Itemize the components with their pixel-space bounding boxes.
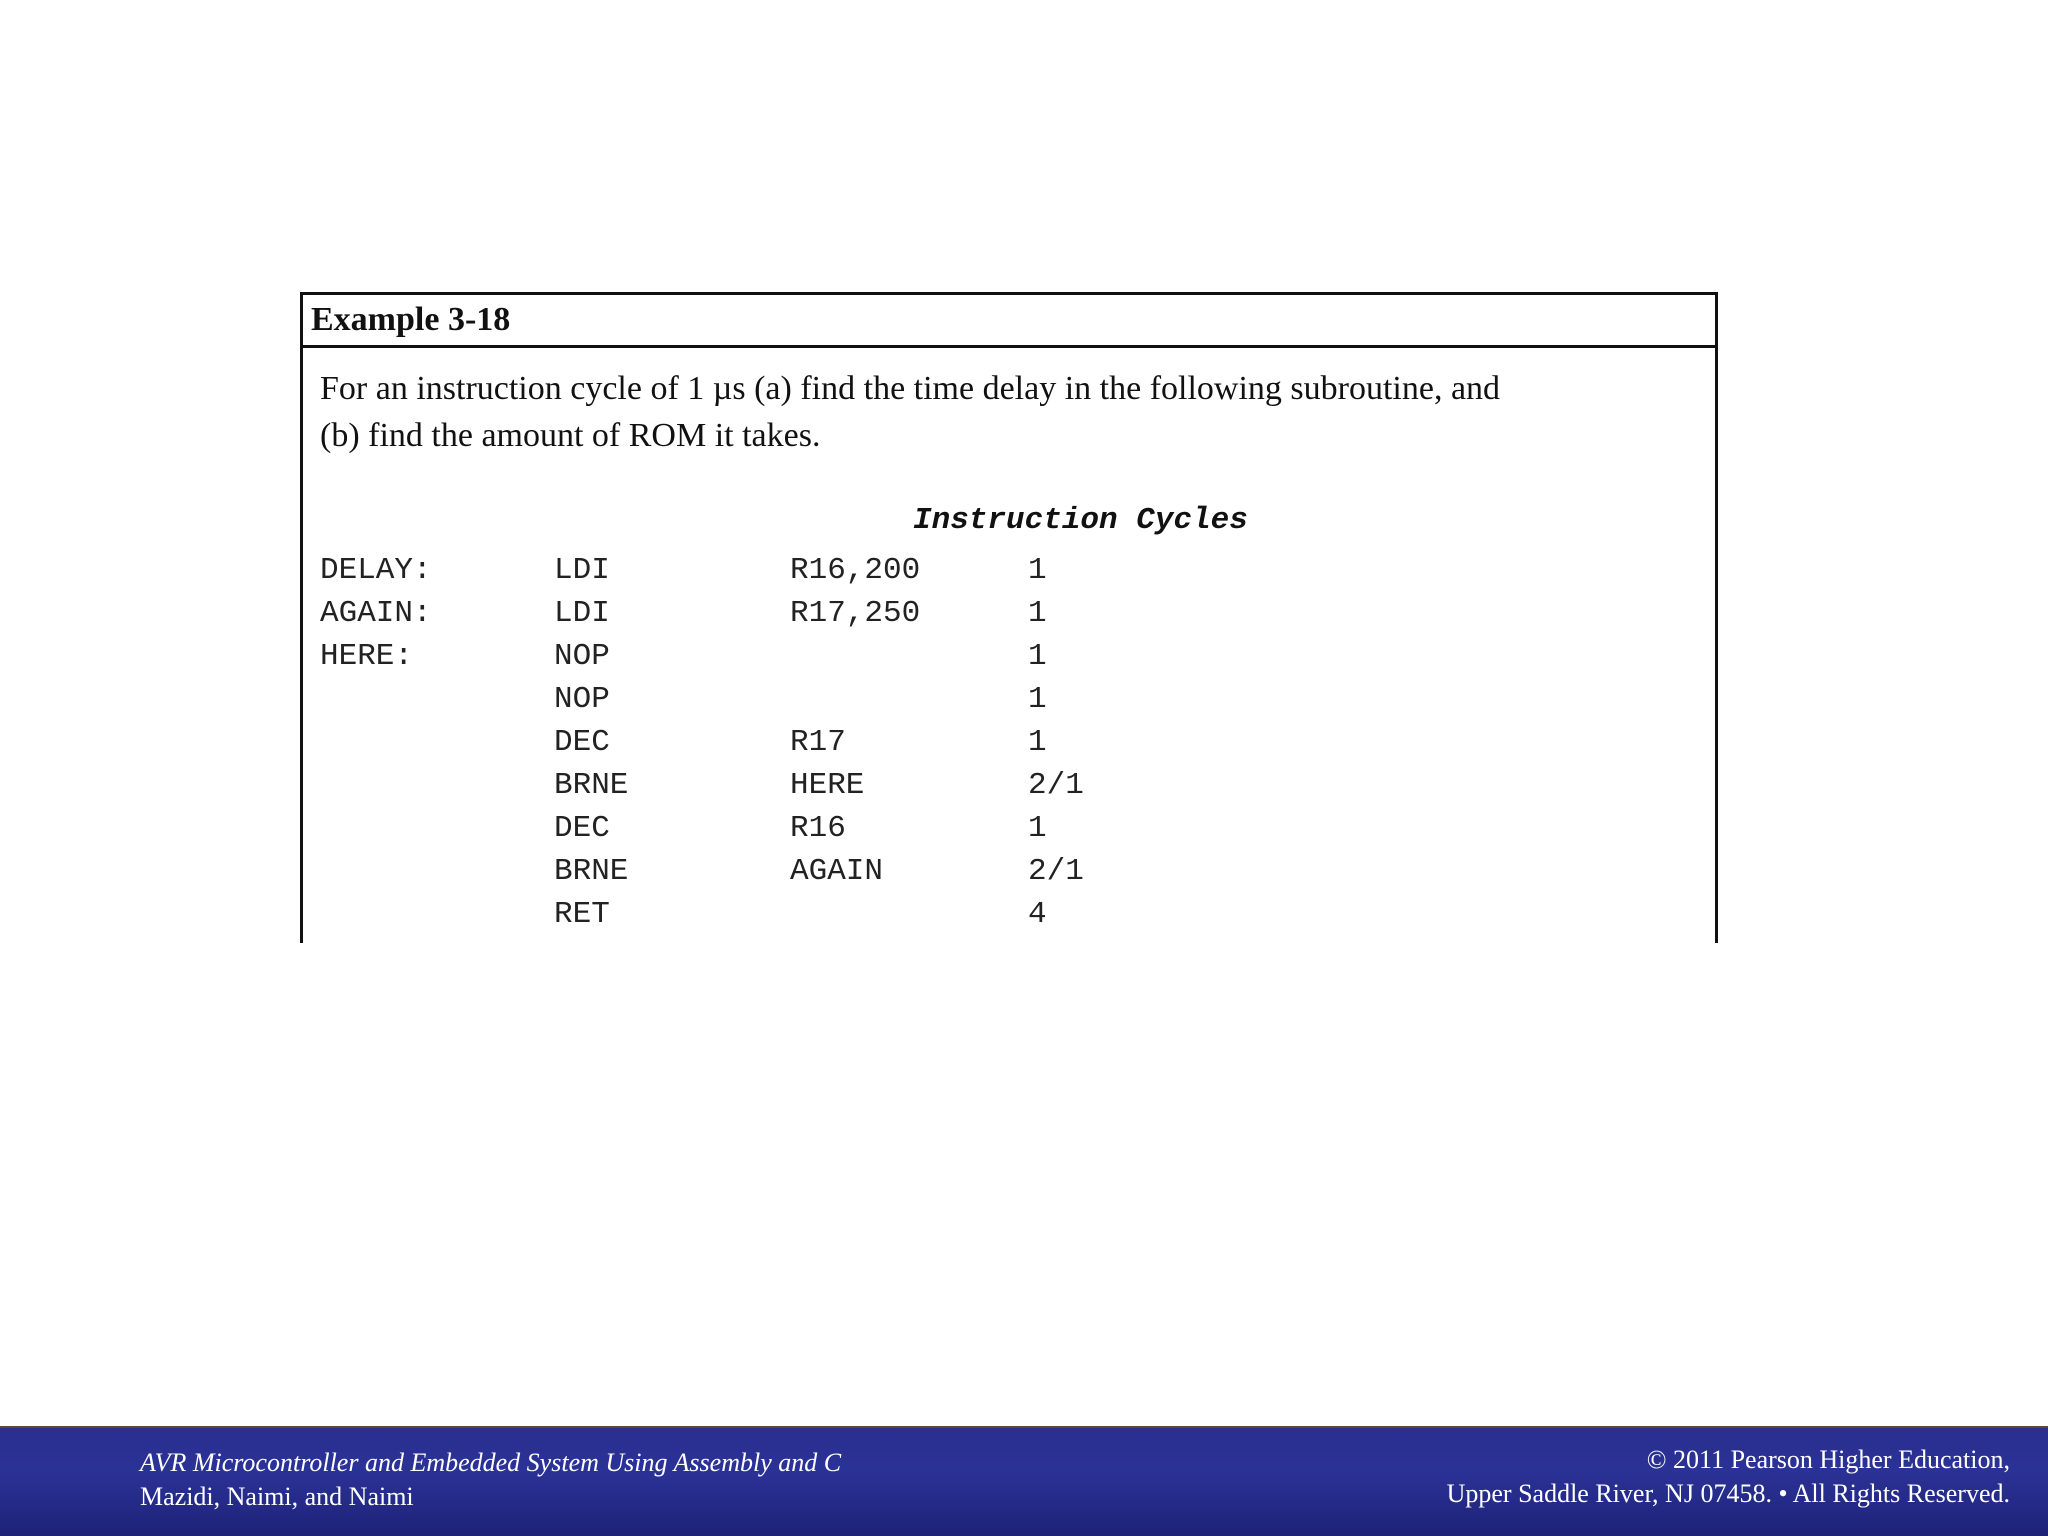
code-opcode: BRNE bbox=[554, 854, 629, 889]
slide-footer bbox=[0, 1426, 2048, 1536]
example-title: Example 3-18 bbox=[303, 295, 1715, 348]
book-authors: Mazidi, Naimi, and Naimi bbox=[140, 1482, 414, 1511]
cycles-heading: Instruction Cycles bbox=[913, 503, 1248, 538]
code-operand: AGAIN bbox=[790, 854, 884, 889]
code-cycles: 2/1 bbox=[1028, 854, 1084, 889]
code-row bbox=[320, 635, 1047, 678]
code-cycles: 4 bbox=[1028, 897, 1047, 932]
code-opcode: NOP bbox=[554, 639, 610, 674]
code-label: DELAY: bbox=[320, 553, 432, 588]
copyright-line: © 2011 Pearson Higher Education, bbox=[1646, 1445, 2010, 1474]
code-cycles: 2/1 bbox=[1028, 768, 1084, 803]
code-cycles: 1 bbox=[1028, 682, 1047, 717]
example-box bbox=[300, 292, 1718, 943]
code-cycles: 1 bbox=[1028, 725, 1047, 760]
problem-line-1: For an instruction cycle of 1 µs (a) find the time delay in the following subroutine, and bbox=[320, 370, 1501, 407]
code-label: AGAIN: bbox=[320, 596, 432, 631]
code-row bbox=[320, 893, 1047, 936]
code-row bbox=[320, 721, 1047, 764]
code-operand: R16 bbox=[790, 811, 846, 846]
code-row bbox=[320, 764, 1084, 807]
code-opcode: LDI bbox=[554, 596, 610, 631]
code-opcode: BRNE bbox=[554, 768, 629, 803]
code-row bbox=[320, 592, 1047, 635]
problem-line-2: (b) find the amount of ROM it takes. bbox=[320, 417, 821, 454]
code-opcode: RET bbox=[554, 897, 610, 932]
code-opcode: NOP bbox=[554, 682, 610, 717]
code-cycles: 1 bbox=[1028, 639, 1047, 674]
code-opcode: DEC bbox=[554, 725, 610, 760]
code-row bbox=[320, 807, 1047, 850]
code-opcode: DEC bbox=[554, 811, 610, 846]
code-operand: HERE bbox=[790, 768, 865, 803]
code-row bbox=[320, 549, 1047, 592]
code-cycles: 1 bbox=[1028, 596, 1047, 631]
code-row bbox=[320, 678, 1047, 721]
code-operand: R16,200 bbox=[790, 553, 921, 588]
footer-book-info bbox=[140, 1446, 841, 1514]
code-cycles: 1 bbox=[1028, 553, 1047, 588]
footer-copyright bbox=[1447, 1443, 2010, 1511]
code-label: HERE: bbox=[320, 639, 414, 674]
book-title: AVR Microcontroller and Embedded System Using Assembly and C bbox=[140, 1448, 842, 1477]
code-row bbox=[320, 850, 1084, 893]
publisher-address: Upper Saddle River, NJ 07458. • All Rights Reserved. bbox=[1446, 1479, 2010, 1508]
code-listing bbox=[320, 549, 1084, 936]
code-opcode: LDI bbox=[554, 553, 610, 588]
code-cycles: 1 bbox=[1028, 811, 1047, 846]
code-operand: R17 bbox=[790, 725, 846, 760]
code-operand: R17,250 bbox=[790, 596, 921, 631]
problem-statement bbox=[320, 365, 1715, 459]
